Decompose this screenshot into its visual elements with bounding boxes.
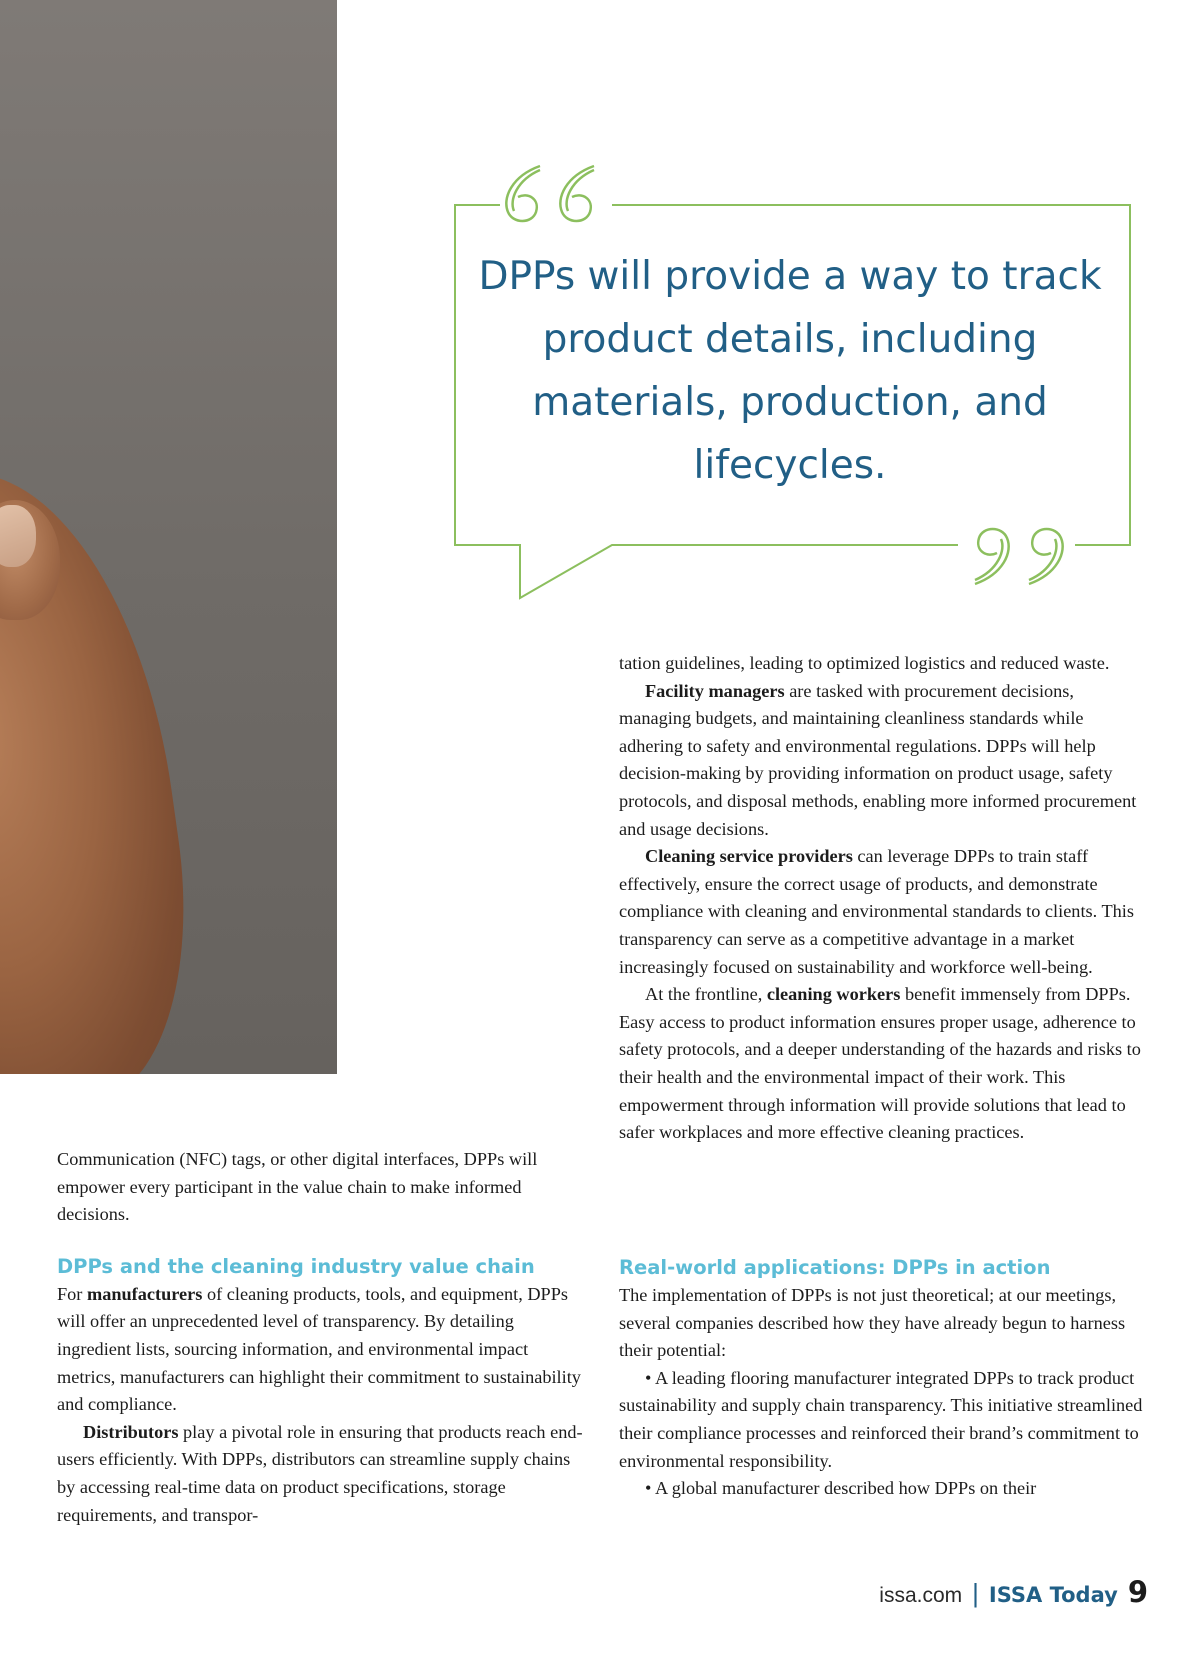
intro-paragraph: Communication (NFC) tags, or other digital interfaces, DPPs will empower every participant in the value chain to make informed decisions. <box>57 1149 538 1225</box>
left-column <box>57 1146 587 1529</box>
footer-separator: | <box>972 1578 979 1608</box>
bullet-global-manufacturer: • A global manufacturer described how DPPs on their <box>645 1478 1037 1499</box>
manufacturers-paragraph: For manufacturers of cleaning products, tools, and equipment, DPPs will offer an unprecedented level of transparency. By detailing ingredient lists, sourcing information, and environmental impact metrics, manufacturers can highlight their commitment to sustainability and compliance. <box>57 1283 581 1415</box>
implementation-paragraph: The implementation of DPPs is not just theoretical; at our meetings, several companies described how they have already begun to harness their potential: <box>619 1285 1126 1361</box>
distributors-paragraph: Distributors play a pivotal role in ensuring that products reach end-users efficiently. With DPPs, distributors can streamline supply chains by accessing real-time data on product specifications, storage requirements, and transpor- <box>57 1421 583 1525</box>
footer-site: issa.com <box>879 1584 963 1607</box>
section-heading-value-chain: DPPs and the cleaning industry value chain <box>57 1254 535 1278</box>
continued-paragraph: tation guidelines, leading to optimized logistics and reduced waste. <box>619 653 1110 673</box>
open-quote-icon <box>506 166 594 221</box>
service-providers-paragraph: Cleaning service providers can leverage DPPs to train staff effectively, ensure the correct usage of products, and demonstrate compliance with cleaning and environmental standards to clients. This transparency can serve as a competitive advantage in a market increasingly focused on sustainability and workforce well-being. <box>619 846 1134 977</box>
cleaning-workers-paragraph: At the frontline, cleaning workers benefit immensely from DPPs. Easy access to product information ensures proper usage, adherence to safety protocols, and a deeper understanding of the hazards and risks to their health and the environmental impact of their work. This empowerment through information will provide solutions that lead to safer workplaces and more effective cleaning practices. <box>619 984 1141 1143</box>
facility-managers-paragraph: Facility managers are tasked with procurement decisions, managing budgets, and maintaining cleanliness standards while adhering to safety and environmental regulations. DPPs will help decision-making by providing information on product usage, safety protocols, and disposal methods, enabling more informed procurement and usage decisions. <box>619 680 1137 839</box>
footer-magazine-name: ISSA Today <box>988 1583 1118 1607</box>
page-footer <box>879 1575 1148 1615</box>
close-quote-icon <box>975 529 1063 584</box>
section-heading-real-world: Real-world applications: DPPs in action <box>619 1256 1051 1279</box>
right-column <box>619 650 1149 1147</box>
bullet-flooring: • A leading flooring manufacturer integrated DPPs to track product sustainability and supply chain transparency. This initiative streamlined their compliance processes and reinforced their brand’s commitment to environmental responsibility. <box>619 1367 1143 1471</box>
pull-quote-text: DPPs will provide a way to track product details, including materials, production, and lifecycles. <box>478 254 1102 488</box>
right-column-lower <box>619 1254 1149 1503</box>
page-number: 9 <box>1127 1575 1148 1609</box>
